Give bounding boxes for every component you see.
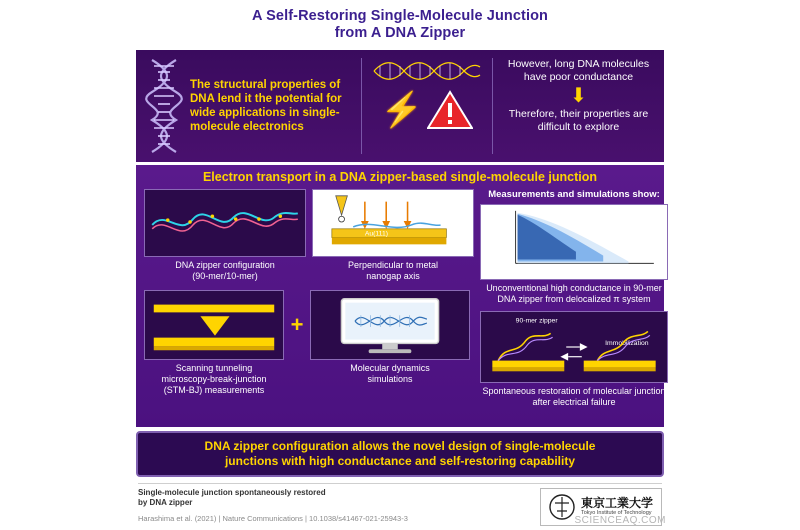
footer-caption-line-1: Single-molecule junction spontaneously restored: [138, 488, 326, 497]
middle-right-column: [480, 189, 668, 408]
figure-conductance-plot: [480, 204, 668, 280]
svg-text:10⁰: 10⁰: [498, 209, 509, 217]
svg-text:G (G₀): G (G₀): [487, 228, 495, 248]
svg-text:10⁻³: 10⁻³: [498, 247, 512, 255]
caption-perpendicular: Perpendicular to metal nanogap axis: [347, 260, 439, 281]
top-panel-middle: [362, 50, 492, 162]
figure-restoration: [480, 311, 668, 383]
svg-text:Au(111): Au(111): [364, 230, 388, 238]
banner-text: DNA zipper configuration allows the novel design of single-molecule junctions with high conductance and self-restoring capability: [204, 439, 596, 468]
cell-stm-bj-measurements: [144, 290, 284, 396]
caption-restoration: Spontaneous restoration of molecular junction after electrical failure: [482, 386, 666, 407]
footer-reference: Harashima et al. (2021) | Nature Communications | 10.1038/s41467-021-25943-3: [138, 514, 408, 523]
middle-grid: [144, 189, 666, 408]
svg-text:Immobilization: Immobilization: [605, 340, 649, 348]
logo-text: 東京工業大学 Tokyo Institute of Technology: [580, 496, 653, 516]
middle-row-1: [144, 189, 474, 286]
caption-conductance: Unconventional high conductance in 90-mer DNA zipper from delocalized π system: [486, 283, 662, 304]
lightning-bolt-icon: ⚡: [380, 91, 424, 129]
top-panel-left: [136, 50, 361, 162]
poster-container: [128, 0, 672, 530]
svg-text:dsDNA: dsDNA: [423, 212, 445, 220]
top-right-text-1: However, long DNA molecules have poor conductance: [507, 58, 650, 83]
figure-stm-bj: [144, 290, 284, 360]
middle-panel: [136, 165, 664, 427]
dna-strand-icon: [372, 58, 482, 84]
footer-left: [138, 488, 408, 523]
caption-dna-zipper: DNA zipper configuration (90-mer/10-mer): [175, 260, 275, 281]
title-line-1: A Self-Restoring Single-Molecule Junction: [251, 8, 548, 24]
cell-perpendicular-nanogap: [312, 189, 474, 282]
middle-panel-heading: Electron transport in a DNA zipper-based single-molecule junction: [202, 170, 598, 184]
conclusion-banner: [136, 431, 664, 477]
right-column-heading: Measurements and simulations show:: [488, 189, 660, 200]
failure-icons: [381, 90, 473, 130]
svg-text:10⁻⁴: 10⁻⁴: [498, 258, 513, 266]
title-line-2: from A DNA Zipper: [334, 25, 466, 41]
dna-zipper-illustration: [145, 190, 305, 256]
cell-md-simulations: [310, 290, 470, 385]
footer-caption-line-2: by DNA zipper: [138, 498, 193, 507]
dna-helix-icon: [144, 58, 184, 154]
arrow-down-icon: ⬇: [570, 85, 587, 107]
top-left-text: The structural properties of DNA lend it the potential for wide applications in single-molecule electronics: [190, 79, 342, 133]
page-title: [128, 0, 672, 48]
stm-junction-illustration: [313, 190, 473, 256]
svg-text:10⁻²: 10⁻²: [498, 235, 512, 243]
cell-dna-zipper-configuration: [144, 189, 306, 282]
svg-text:90-mer zipper: 90-mer zipper: [515, 317, 558, 325]
watermark: SCIENCEAQ.COM: [574, 515, 666, 526]
tokyo-tech-emblem-icon: [549, 494, 575, 520]
svg-text:0.6: 0.6: [609, 268, 619, 276]
middle-row-2: [144, 290, 474, 400]
caption-stm-bj: Scanning tunneling microscopy-break-junction (STM-BJ) measurements: [161, 363, 267, 395]
figure-stm-setup: [312, 189, 474, 257]
computer-monitor-icon: [311, 291, 469, 359]
conductance-histogram-chart: [481, 205, 667, 279]
figure-dna-zipper: [144, 189, 306, 257]
caption-md-simulations: Molecular dynamics simulations: [350, 363, 430, 384]
svg-text:STM substrate: STM substrate: [395, 246, 441, 254]
figure-md-simulations: [310, 290, 470, 360]
warning-triangle-icon: [427, 90, 473, 130]
svg-text:0.2: 0.2: [542, 268, 553, 276]
svg-text:0.0: 0.0: [511, 268, 522, 276]
svg-text:0.4: 0.4: [575, 268, 586, 276]
plus-symbol: +: [290, 312, 304, 337]
top-right-text-2: Therefore, their properties are difficult to explore: [508, 108, 649, 133]
svg-text:STM tip: STM tip: [378, 194, 402, 202]
top-panel-right: [493, 50, 664, 162]
svg-text:10⁻¹: 10⁻¹: [498, 222, 512, 230]
junction-restoration-illustration: [481, 312, 667, 382]
stm-bj-illustration: [145, 291, 283, 359]
middle-left-column: [144, 189, 474, 408]
top-panel: [136, 50, 664, 162]
